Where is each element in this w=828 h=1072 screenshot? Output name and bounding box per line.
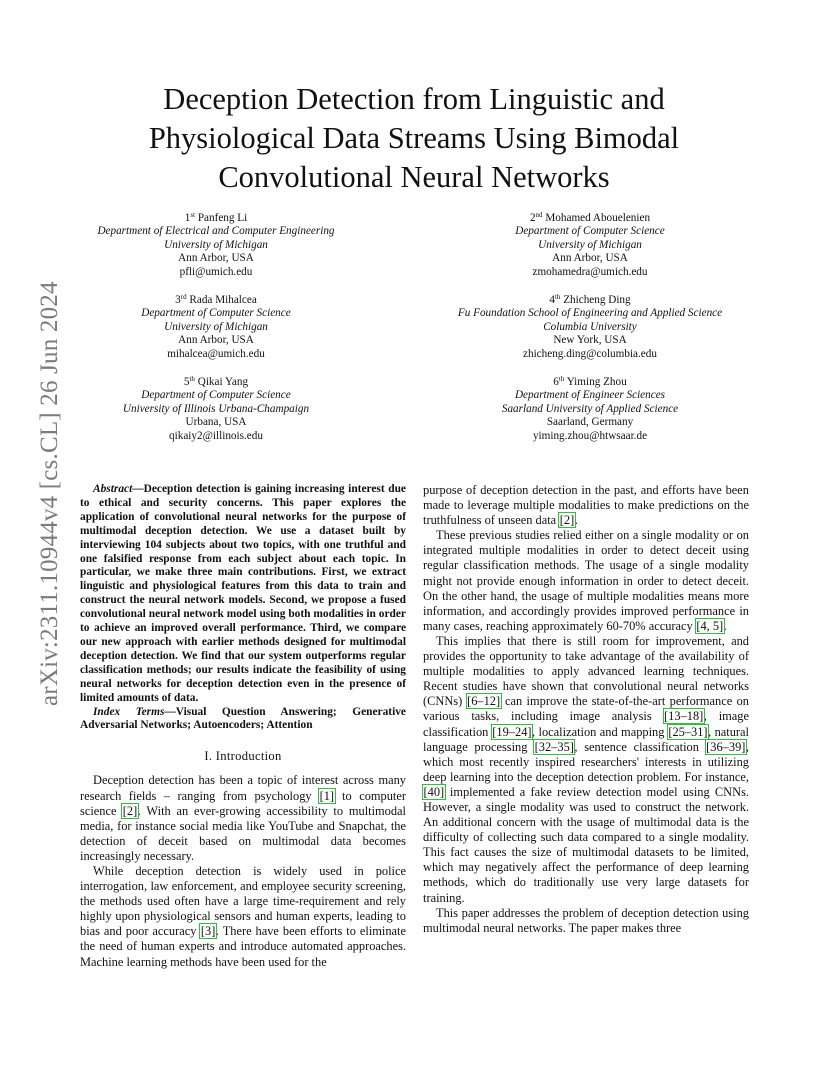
section-heading-introduction: I. Introduction xyxy=(204,749,282,764)
author-name: 3rd Rada Mihalcea xyxy=(175,293,257,306)
index-terms xyxy=(80,706,406,734)
author-email: qikaiy2@illinois.edu xyxy=(169,429,263,442)
citation-link[interactable]: [25–31] xyxy=(668,724,708,739)
author-block-1 xyxy=(26,212,406,279)
author-department: Department of Engineer Sciences xyxy=(514,389,666,402)
author-department: Fu Foundation School of Engineering and Applied Science xyxy=(457,307,723,320)
author-institution: University of Michigan xyxy=(164,238,268,251)
author-block-6 xyxy=(400,376,780,443)
author-location: Ann Arbor, USA xyxy=(178,252,254,265)
citation-link[interactable]: [40] xyxy=(423,784,445,799)
author-location: Urbana, USA xyxy=(185,416,247,429)
title-line-1: Deception Detection from Linguistic and xyxy=(163,82,665,116)
author-block-4 xyxy=(400,294,780,361)
author-institution: Saarland University of Applied Science xyxy=(501,402,679,415)
right-column xyxy=(423,483,749,936)
author-location: Saarland, Germany xyxy=(546,416,634,429)
author-block-3 xyxy=(26,294,406,361)
author-location: New York, USA xyxy=(553,334,627,347)
title-line-3: Convolutional Neural Networks xyxy=(218,160,610,194)
author-name: 4th Zhicheng Ding xyxy=(549,293,631,306)
author-location: Ann Arbor, USA xyxy=(552,252,628,265)
intro-paragraph-5: This paper addresses the problem of deception detection using multimodal neural networks. The paper makes three xyxy=(423,905,749,935)
citation-link[interactable]: [36–39] xyxy=(706,739,746,754)
intro-paragraph-1: Deception detection has been a topic of interest across many research fields – ranging from psychology [1] to computer science [2]. With an ever-growing accessibility to multimodal media, for instance social media like YouTube and Snapchat, the detection of deceit based on multimodal data becomes increasingly necessary. xyxy=(80,773,406,863)
author-block-5 xyxy=(26,376,406,443)
arxiv-identifier-stamp: arXiv:2311.10944v4 [cs.CL] 26 Jun 2024 xyxy=(36,281,63,706)
author-email: pfli@umich.edu xyxy=(179,265,253,278)
author-institution: University of Michigan xyxy=(538,238,642,251)
left-column xyxy=(80,483,406,970)
intro-paragraph-2-continued: purpose of deception detection in the past, and efforts have been made to leverage multiple modalities to make predictions on the truthfulness of unseen data [2]. xyxy=(423,483,749,528)
author-department: Department of Computer Science xyxy=(141,389,291,402)
abstract-text: —Deception detection is gaining increasing interest due to ethical and security concerns. This paper explores the application of convolutional neural networks for the purpose of multimodal deception detection. We use a dataset built by interviewing 104 subjects about two topics, with one truthful and one falsified response from each subject about each topic. In particular, we make three main contributions. First, we extract linguistic and physiological features from this data to train and construct the neural network models. Second, we propose a fused convolutional neural network model using both modalities in order to achieve an improved overall performance. Third, we compare our new approach with earlier methods designed for multimodal deception detection. We find that our system outperforms regular classification methods; our results indicate the feasibility of using neural networks for deception detection even in the presence of limited amounts of data. xyxy=(80,483,406,704)
author-name: 2nd Mohamed Abouelenien xyxy=(529,211,651,224)
author-email: yiming.zhou@htwsaar.de xyxy=(532,429,648,442)
author-institution: University of Illinois Urbana-Champaign xyxy=(122,402,310,415)
citation-link[interactable]: [2] xyxy=(122,803,138,818)
author-institution: Columbia University xyxy=(543,320,637,333)
paper-title xyxy=(96,80,732,197)
index-terms-text: —Visual Question Answering; Generative Adversarial Networks; Autoencoders; Attention xyxy=(80,705,406,732)
citation-link[interactable]: [13–18] xyxy=(664,709,704,724)
author-department: Department of Computer Science xyxy=(515,225,665,238)
author-email: mihalcea@umich.edu xyxy=(167,347,265,360)
citation-link[interactable]: [3] xyxy=(200,924,216,939)
title-line-2: Physiological Data Streams Using Bimodal xyxy=(148,121,680,155)
citation-link[interactable]: [4, 5] xyxy=(696,618,724,633)
citation-link[interactable]: [32–35] xyxy=(534,739,574,754)
citation-link[interactable]: [19–24] xyxy=(492,724,532,739)
author-institution: University of Michigan xyxy=(164,320,268,333)
citation-link[interactable]: [2] xyxy=(559,513,575,528)
author-name: 6th Yiming Zhou xyxy=(553,375,627,388)
index-terms-label: Index Terms xyxy=(93,705,165,718)
author-name: 5th Qikai Yang xyxy=(183,375,249,388)
abstract xyxy=(80,483,406,706)
author-name: 1st Panfeng Li xyxy=(184,211,248,224)
author-department: Department of Computer Science xyxy=(141,307,291,320)
author-email: zhicheng.ding@columbia.edu xyxy=(523,347,657,360)
intro-paragraph-4: This implies that there is still room for improvement, and provides the opportunity to take advantage of the availability of multiple modalities to apply advanced learning techniques. Recent studies have shown that convolutional neural networks (CNNs) [6–12] can improve the state-of-the-art performance on various tasks, including image analysis [13–18], image classification [19–24], localization and mapping [25–31], natural language processing [32–35], sentence classification [36–39], which most recently inspired researchers' interests in utilizing deep learning into the deception detection problem. For instance, [40] implemented a fake review detection model using CNNs. However, a single modality was used to construct the network. An additional concern with the usage of multimodal data is the difficulty of collecting such data compared to a single modality. This fact causes the size of multimodal datasets to be limited, which may negatively affect the performance of deep learning methods, which do traditionally use very large datasets for training. xyxy=(423,633,749,905)
citation-link[interactable]: [1] xyxy=(319,788,335,803)
author-email: zmohamedra@umich.edu xyxy=(532,265,648,278)
intro-paragraph-3: These previous studies relied either on a single modality or on integrated multiple modalities in order to detect deceit using regular classification methods. The usage of a single modality might not provide enough information in order to detect deceit. On the other hand, the usage of multiple modalities means more information, and accordingly provides improved performance in many cases, reaching approximately 60-70% accuracy [4, 5]. xyxy=(423,528,749,633)
author-department: Department of Electrical and Computer Engineering xyxy=(97,225,335,238)
author-block-2 xyxy=(400,212,780,279)
abstract-label: Abstract xyxy=(93,483,133,495)
author-location: Ann Arbor, USA xyxy=(178,334,254,347)
intro-paragraph-2: While deception detection is widely used in police interrogation, law enforcement, and employee security screening, the methods used often have a large time-requirement and rely highly upon physiological sensors and human experts, leading to bias and poor accuracy [3]. There have been efforts to eliminate the need of human experts and introduce automated approaches. Machine learning methods have been used for the xyxy=(80,863,406,969)
citation-link[interactable]: [6–12] xyxy=(467,694,501,709)
